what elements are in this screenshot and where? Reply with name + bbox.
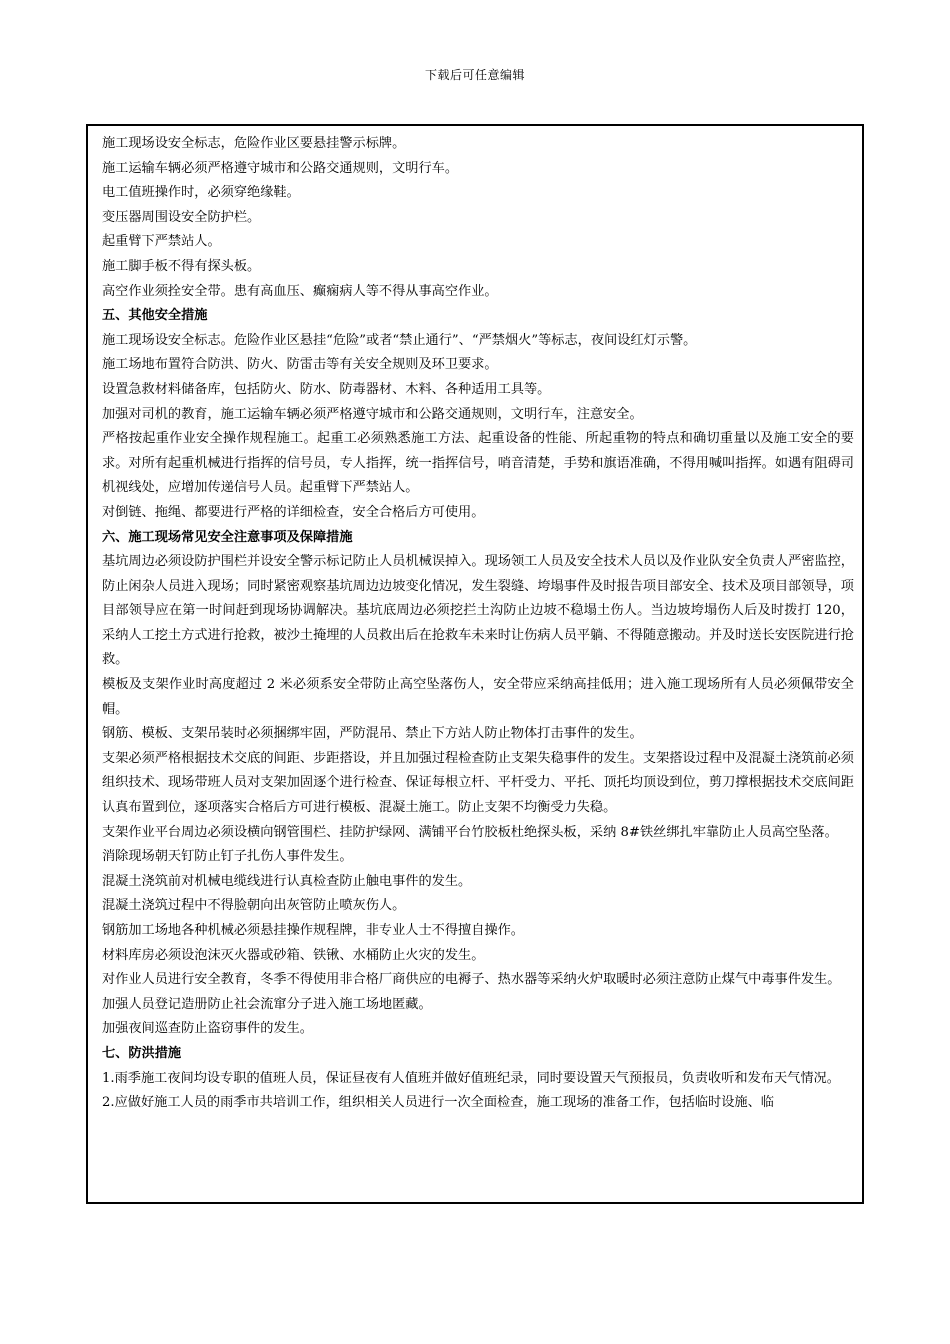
paragraph: 设置急救材料储备库，包括防火、防水、防毒器材、木料、各种适用工具等。 (102, 381, 551, 397)
section-heading: 七、防洪措施 (102, 1045, 182, 1061)
paragraph: 加强对司机的教育，施工运输车辆必须严格遵守城市和公路交通规则，文明行车，注意安全。 (102, 406, 643, 422)
paragraph: 加强人员登记造册防止社会流窜分子进入施工场地匿藏。 (102, 996, 432, 1012)
paragraph: 混凝土浇筑过程中不得脸朝向出灰管防止喷灰伤人。 (102, 898, 406, 914)
paragraph: 支架作业平台周边必须设横向钢管围栏、挂防护绿网、满铺平台竹胶板杜绝探头板，采纳 8#铁丝绑扎牢靠防止人员高空坠落。 (102, 824, 838, 840)
paragraph: 起重臂下严禁站人。 (102, 234, 221, 250)
paragraph: 1.雨季施工夜间均设专职的值班人员，保证昼夜有人值班并做好值班纪录，同时要设置天气预报员，负责收听和发布天气情况。 (102, 1070, 840, 1086)
paragraph: 对倒链、拖绳、都要进行严格的详细检查，安全合格后方可使用。 (102, 504, 485, 520)
paragraph: 施工现场设安全标志，危险作业区要悬挂警示标牌。 (102, 136, 406, 151)
paragraph: 基坑周边必须设防护围栏并设安全警示标记防止人员机械误掉入。现场领工人员及安全技术人员以及作业队安全负责人严密监控，防止闲杂人员进入现场；同时紧密观察基坑周边边坡变化情况，发生裂缝、垮塌事件及时报告项目部安全、技术及项目部领导，项目部领导应在第一时间赶到现场协调解决。基坑底周边必须挖拦土沟防止边坡不稳塌土伤人。当边坡垮塌伤人后及时拨打 120，采纳人工挖土方式进行抢救，被沙土掩埋的人员救出后在抢救车未来时让伤病人员平躺、不得随意搬动。并及时送长安医院进行抢救。 (102, 554, 854, 668)
paragraph: 材料库房必须设泡沫灭火器或砂箱、铁锹、水桶防止火灾的发生。 (102, 947, 485, 963)
paragraph: 混凝土浇筑前对机械电缆线进行认真检查防止触电事件的发生。 (102, 873, 472, 889)
paragraph: 模板及支架作业时高度超过 2 米必须系安全带防止高空坠落伤人，安全带应采纳高挂低用；进入施工现场所有人员必须佩带安全帽。 (102, 677, 854, 717)
page-header: 下载后可任意编辑 (424, 68, 525, 82)
paragraph: 2.应做好施工人员的雨季市共培训工作，组织相关人员进行一次全面检查，施工现场的准备工作，包括临时设施、临 (102, 1095, 774, 1111)
paragraph: 支架必须严格根据技术交底的间距、步距搭设，并且加强过程检查防止支架失稳事件的发生。支架搭设过程中及混凝土浇筑前必须组织技术、现场带班人员对支架加固逐个进行检查、保证每根立杆、平杆受力、平托、顶托均顶设到位，剪刀撑根据技术交底间距认真布置到位，逐项落实合格后方可进行模板、混凝土施工。防止支架不均衡受力失稳。 (102, 750, 854, 816)
paragraph: 严格按起重作业安全操作规程施工。起重工必须熟悉施工方法、起重设备的性能、所起重物的特点和确切重量以及施工安全的要求。对所有起重机械进行指挥的信号员，专人指挥，统一指挥信号，哨音清楚，手势和旗语准确，不得用喊叫指挥。如遇有阻碍司机视线处，应增加传递信号人员。起重臂下严禁站人。 (102, 431, 854, 496)
paragraph: 施工现场设安全标志。危险作业区悬挂“危险”或者“禁止通行”、“严禁烟火”等标志，夜间设红灯示警。 (102, 332, 697, 348)
paragraph: 消除现场朝天钉防止钉子扎伤人事件发生。 (102, 849, 353, 865)
document-frame (86, 124, 864, 1204)
paragraph: 钢筋、模板、支架吊装时必须捆绑牢固，严防混吊、禁止下方站人防止物体打击事件的发生。 (102, 726, 643, 742)
paragraph: 施工运输车辆必须严格遵守城市和公路交通规则，文明行车。 (102, 160, 459, 176)
paragraph: 高空作业须拴安全带。患有高血压、癫痫病人等不得从事高空作业。 (102, 283, 498, 299)
paragraph: 加强夜间巡查防止盗窃事件的发生。 (102, 1021, 313, 1037)
paragraph: 钢筋加工场地各种机械必须悬挂操作规程牌，非专业人士不得擅自操作。 (102, 923, 524, 938)
paragraph: 对作业人员进行安全教育，冬季不得使用非合格厂商供应的电褥子、热水器等采纳火炉取暖时必须注意防止煤气中毒事件发生。 (102, 972, 841, 988)
paragraph: 施工场地布置符合防洪、防火、防雷击等有关安全规则及环卫要求。 (102, 357, 498, 373)
document-body (88, 126, 862, 1116)
paragraph: 电工值班操作时，必须穿绝缘鞋。 (102, 185, 300, 201)
paragraph: 变压器周围设安全防护栏。 (102, 209, 261, 225)
section-heading: 五、其他安全措施 (102, 308, 208, 324)
paragraph: 施工脚手板不得有探头板。 (102, 258, 261, 274)
section-heading: 六、施工现场常见安全注意事项及保障措施 (102, 529, 353, 545)
